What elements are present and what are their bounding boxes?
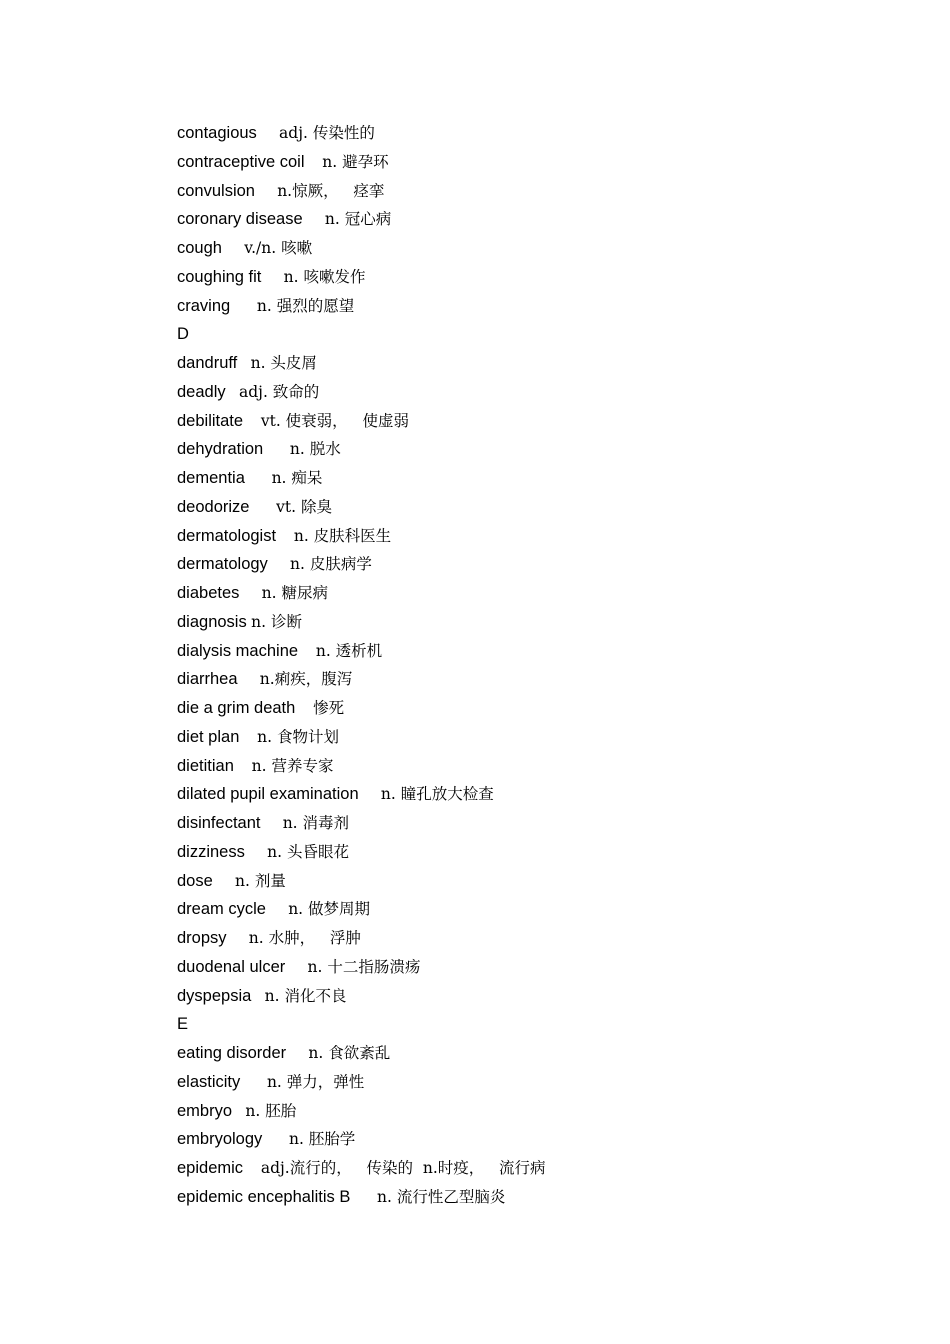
- entry-definition: n.惊厥， 痉挛: [277, 181, 385, 200]
- entry-term: diarrhea: [177, 670, 238, 689]
- entry-definition: n. 胚胎: [245, 1101, 297, 1120]
- glossary-entry: [177, 263, 877, 292]
- entry-term: die a grim death: [177, 699, 296, 717]
- section-letter: [177, 320, 877, 349]
- entry-term: epidemic: [177, 1159, 244, 1177]
- entry-definition: n. 营养专家: [251, 756, 334, 775]
- glossary-entry: [177, 493, 877, 522]
- glossary-entry: [177, 579, 877, 608]
- entry-definition: n. 避孕环: [322, 152, 389, 171]
- glossary-entry: [177, 1154, 877, 1183]
- glossary-entry: [177, 148, 877, 177]
- entry-term: duodenal ulcer: [177, 957, 286, 976]
- entry-term: diet plan: [177, 727, 240, 746]
- entry-term: dermatology: [177, 555, 268, 574]
- entry-definition: n. 诊断: [251, 612, 303, 631]
- glossary-entry: [177, 205, 877, 234]
- entry-definition: n. 流行性乙型脑炎: [377, 1187, 506, 1206]
- glossary-entry: [177, 867, 877, 896]
- entry-term: dropsy: [177, 929, 227, 947]
- entry-term: coughing fit: [177, 267, 262, 286]
- glossary-entry: [177, 378, 877, 407]
- entry-definition: n. 头昏眼花: [267, 842, 349, 861]
- glossary-entry: [177, 838, 877, 867]
- glossary-entry: [177, 665, 877, 694]
- entry-term: coronary disease: [177, 210, 303, 229]
- entry-definition: n. 痴呆: [271, 469, 323, 487]
- entry-definition: n. 弹力，弹性: [266, 1072, 365, 1091]
- glossary-entry: [177, 1125, 877, 1154]
- entry-term: dermatologist: [177, 526, 277, 545]
- entry-definition: n. 胚胎学: [288, 1130, 356, 1149]
- entry-term: dilated pupil examination: [177, 785, 359, 804]
- section-letter-label: E: [177, 1015, 189, 1034]
- entry-term: dietitian: [177, 756, 234, 775]
- entry-definition: adj. 致命的: [238, 382, 320, 401]
- glossary-entry: [177, 464, 877, 493]
- entry-term: elasticity: [177, 1072, 241, 1091]
- glossary-entry: [177, 234, 877, 263]
- entry-term: craving: [177, 296, 231, 315]
- entry-definition: n. 剂量: [235, 871, 286, 890]
- glossary-entry: [177, 119, 877, 148]
- entry-term: dyspepsia: [177, 986, 252, 1005]
- entry-definition: n. 做梦周期: [288, 900, 371, 919]
- entry-term: dementia: [177, 469, 245, 487]
- entry-definition: n. 食物计划: [257, 727, 340, 746]
- entry-definition: n. 冠心病: [324, 210, 392, 229]
- entry-term: contagious: [177, 124, 257, 142]
- glossary-entry: [177, 1097, 877, 1126]
- glossary-entry: [177, 694, 877, 723]
- entry-definition: n. 消化不良: [264, 986, 347, 1005]
- entry-definition: n. 咳嗽发作: [283, 267, 366, 286]
- entry-term: cough: [177, 239, 222, 257]
- entry-definition: n. 瞳孔放大检查: [380, 785, 494, 804]
- entry-definition: adj. 传染性的: [279, 124, 375, 142]
- entry-definition: n. 脱水: [289, 440, 341, 459]
- entry-term: dialysis machine: [177, 641, 299, 660]
- entry-term: dandruff: [177, 354, 238, 372]
- entry-definition: n. 十二指肠溃疡: [307, 957, 421, 976]
- entry-definition: n. 消毒剂: [282, 814, 350, 832]
- glossary-entry: [177, 953, 877, 982]
- section-letter: [177, 1010, 877, 1039]
- entry-definition: 惨死: [313, 699, 345, 717]
- entry-term: disinfectant: [177, 814, 261, 832]
- glossary-entry: [177, 780, 877, 809]
- entry-definition: n. 食欲紊乱: [308, 1044, 391, 1062]
- entry-term: dose: [177, 871, 213, 890]
- entry-term: embryology: [177, 1130, 263, 1149]
- entry-definition: n. 皮肤病学: [290, 555, 372, 574]
- entry-definition: vt. 使衰弱， 使虚弱: [260, 411, 409, 430]
- glossary-entry: [177, 550, 877, 579]
- section-letter-label: D: [177, 325, 189, 344]
- glossary-entry: [177, 1068, 877, 1097]
- entry-definition: adj.流行的， 传染的 n.时疫， 流行病: [260, 1159, 546, 1177]
- glossary-entry: [177, 608, 877, 637]
- glossary-entry: [177, 1039, 877, 1068]
- glossary-entry: [177, 637, 877, 666]
- entry-term: deodorize: [177, 497, 250, 516]
- glossary-entry: [177, 723, 877, 752]
- glossary-entry: [177, 1183, 877, 1212]
- glossary-entry: [177, 349, 877, 378]
- entry-term: convulsion: [177, 181, 255, 200]
- glossary-entry: [177, 292, 877, 321]
- entry-definition: n. 强烈的愿望: [256, 296, 355, 315]
- entry-definition: vt. 除臭: [276, 497, 332, 516]
- entry-definition: n.痢疾，腹泻: [259, 670, 353, 689]
- glossary-entry: [177, 895, 877, 924]
- glossary-list: [177, 119, 877, 1212]
- glossary-entry: [177, 752, 877, 781]
- entry-term: deadly: [177, 382, 226, 401]
- entry-definition: n. 糖尿病: [261, 584, 328, 602]
- entry-term: eating disorder: [177, 1044, 287, 1062]
- entry-term: dehydration: [177, 440, 264, 459]
- glossary-entry: [177, 924, 877, 953]
- glossary-entry: [177, 982, 877, 1011]
- entry-term: diabetes: [177, 584, 240, 602]
- entry-term: debilitate: [177, 411, 244, 430]
- entry-term: epidemic encephalitis B: [177, 1187, 351, 1206]
- glossary-entry: [177, 522, 877, 551]
- entry-term: dizziness: [177, 842, 245, 861]
- entry-definition: n. 水肿， 浮肿: [248, 929, 361, 947]
- glossary-entry: [177, 435, 877, 464]
- glossary-entry: [177, 177, 877, 206]
- glossary-entry: [177, 407, 877, 436]
- entry-definition: n. 透析机: [315, 641, 383, 660]
- entry-definition: v./n. 咳嗽: [244, 239, 313, 257]
- entry-definition: n. 皮肤科医生: [293, 526, 392, 545]
- entry-term: dream cycle: [177, 900, 266, 919]
- entry-term: embryo: [177, 1101, 233, 1120]
- entry-term: diagnosis: [177, 612, 247, 631]
- glossary-entry: [177, 809, 877, 838]
- entry-definition: n. 头皮屑: [250, 354, 317, 372]
- entry-term: contraceptive coil: [177, 152, 305, 171]
